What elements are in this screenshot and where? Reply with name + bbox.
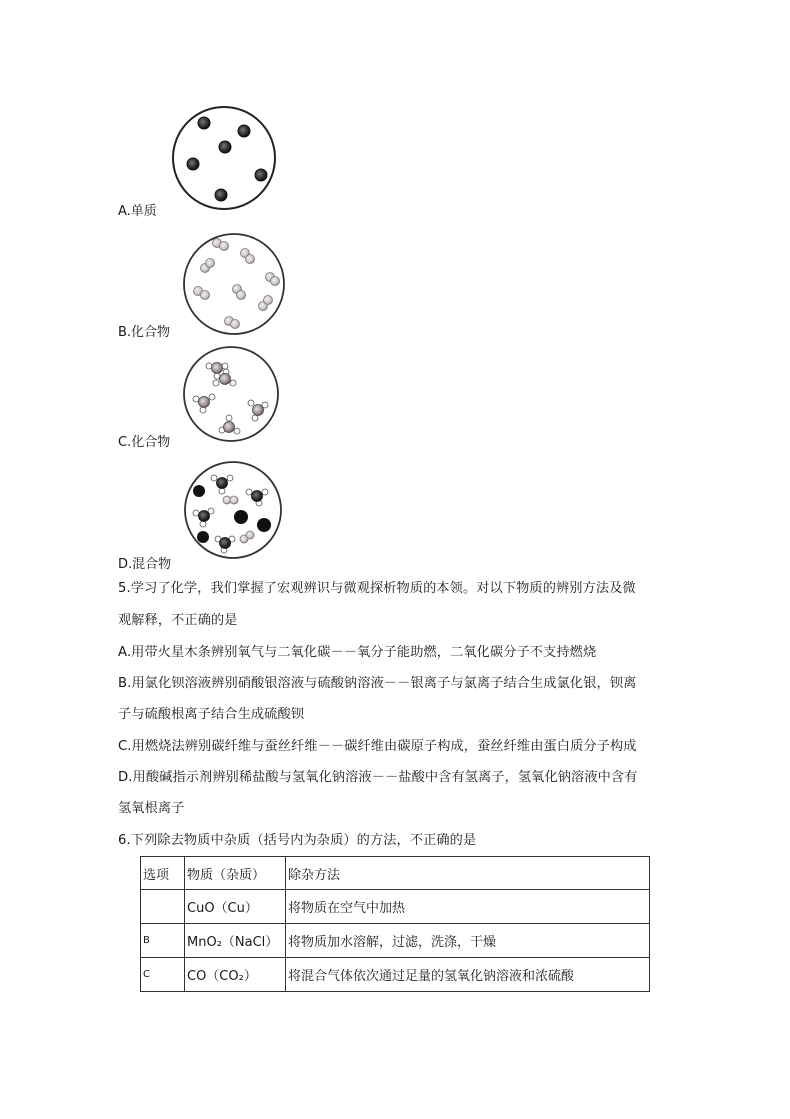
cell-option: C (141, 958, 185, 992)
cell-substance: CuO（Cu） (185, 890, 286, 924)
q5-option-c: C.用燃烧法辨别碳纤维与蚕丝纤维－－碳纤维由碳原子构成，蚕丝纤维由蛋白质分子构成 (118, 739, 637, 754)
molecule (248, 400, 268, 421)
atom (234, 510, 248, 524)
q5-option-d-line2: 氢氧根离子 (118, 801, 185, 816)
molecule (211, 475, 233, 494)
cell-substance: MnO₂（NaCl） (185, 924, 286, 958)
q6-stem: 6.下列除去物质中杂质（括号内为杂质）的方法，不正确的是 (118, 833, 477, 848)
q5-option-a: A.用带火星木条辨别氧气与二氧化碳－－氧分子能助燃，二氧化碳分子不支持燃烧 (118, 645, 597, 660)
atom (219, 141, 231, 153)
cell-option: B (141, 924, 185, 958)
molecule (215, 536, 235, 553)
molecule (219, 415, 240, 434)
molecule (241, 249, 255, 264)
cell-method: 将混合气体依次通过足量的氢氧化钠溶液和浓硫酸 (286, 958, 650, 992)
table-row (141, 890, 650, 924)
cell-method: 将物质加水溶解，过滤，洗涤，干燥 (286, 924, 650, 958)
atom (257, 518, 271, 532)
molecule (233, 285, 246, 300)
option-d-label: D.混合物 (118, 557, 172, 572)
circle-b (184, 234, 284, 334)
atom (187, 158, 199, 170)
q5-stem-line1: 5.学习了化学，我们掌握了宏观辨识与微观探析物质的本领。对以下物质的辨别方法及微 (118, 581, 636, 596)
option-c-label: C.化合物 (118, 435, 171, 450)
header-substance: 物质（杂质） (185, 857, 286, 890)
atom (193, 485, 205, 497)
atom (198, 117, 210, 129)
table-header-row (141, 857, 650, 890)
circle-d (185, 462, 281, 558)
table-row (141, 924, 650, 958)
molecule (193, 394, 215, 413)
circle-a (173, 107, 275, 209)
circle-c (184, 347, 278, 441)
atom (238, 125, 250, 137)
molecule (201, 259, 215, 273)
molecule (206, 363, 228, 380)
atom (197, 531, 209, 543)
atom (255, 169, 267, 181)
header-option: 选项 (141, 857, 185, 890)
q5-option-b-line2: 子与硫酸根离子结合生成硫酸钡 (118, 707, 305, 722)
molecule (225, 317, 240, 329)
molecule (193, 508, 214, 527)
cell-substance: CO（CO₂） (185, 958, 286, 992)
molecule (266, 273, 280, 286)
molecule (259, 296, 273, 311)
molecule (213, 369, 236, 386)
cell-option (141, 890, 185, 924)
molecule (194, 287, 210, 300)
option-b-label: B.化合物 (118, 325, 171, 340)
atom (215, 189, 227, 201)
q5-stem-line2: 观解释，不正确的是 (118, 613, 238, 628)
q5-option-d-line1: D.用酸碱指示剂辨别稀盐酸与氢氧化钠溶液－－盐酸中含有氢离子，氢氧化钠溶液中含有 (118, 770, 638, 785)
q6-table (140, 856, 650, 992)
cell-method: 将物质在空气中加热 (286, 890, 650, 924)
header-method: 除杂方法 (286, 857, 650, 890)
molecule (246, 489, 268, 506)
q5-option-b-line1: B.用氯化钡溶液辨别硝酸银溶液与硫酸钠溶液－－银离子与氯离子结合生成氯化银，钡离 (118, 676, 637, 691)
table-row (141, 958, 650, 992)
molecule (223, 496, 238, 504)
option-a-label: A.单质 (118, 204, 157, 219)
molecule (213, 239, 229, 251)
molecule (240, 531, 254, 543)
